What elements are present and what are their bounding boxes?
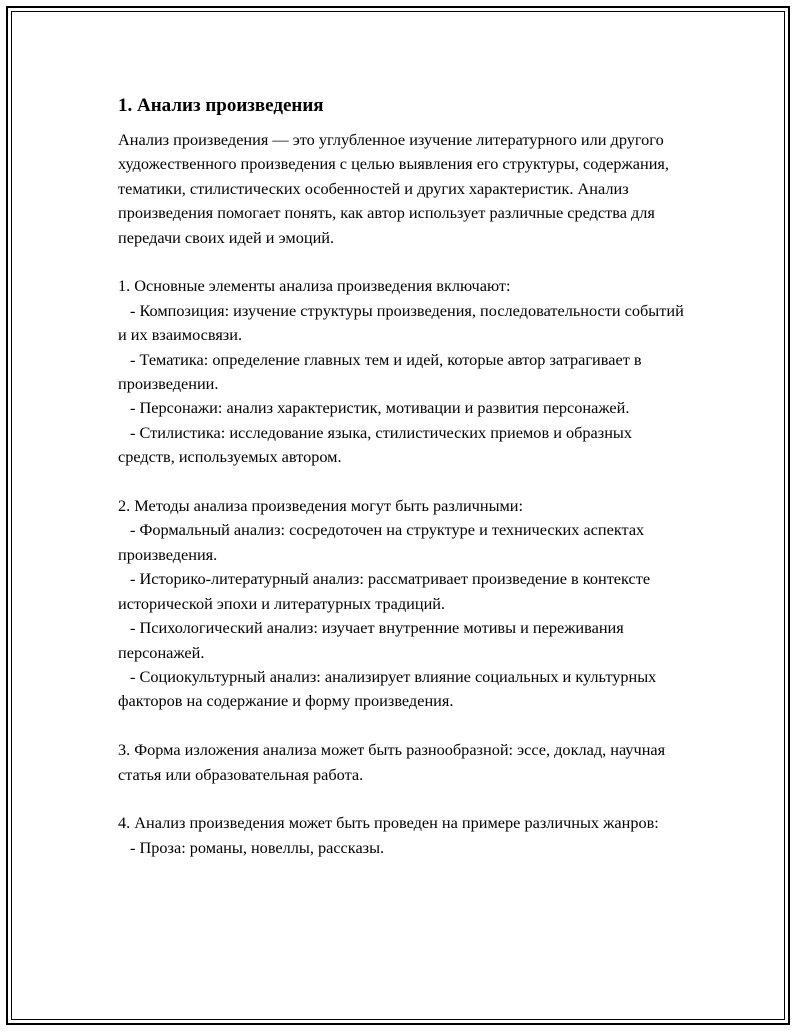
list-item: - Персонажи: анализ характеристик, мотивации и развития персонажей. xyxy=(130,398,630,418)
section-3 xyxy=(118,738,688,787)
paragraph-gap xyxy=(118,714,688,738)
paragraph-gap xyxy=(118,787,688,811)
list-item: - Тематика: определение главных тем и идей, которые автор затрагивает в произведении. xyxy=(118,349,642,394)
section-1 xyxy=(118,274,688,469)
paragraph-gap xyxy=(118,470,688,494)
section-lead: 4. Анализ произведения может быть проведен на примере различных жанров: xyxy=(118,813,659,833)
list-item: - Проза: романы, новеллы, рассказы. xyxy=(130,837,385,857)
list-item: - Формальный анализ: сосредоточен на структуре и технических аспектах произведения. xyxy=(118,520,645,564)
paragraph-gap xyxy=(118,250,688,274)
list-item: - Психологический анализ: изучает внутренние мотивы и переживания персонажей. xyxy=(118,618,624,662)
list-item: - Композиция: изучение структуры произведения, последовательности событий и их взаимосвязи. xyxy=(118,300,684,345)
section-lead: 3. Форма изложения анализа может быть разнообразной: эссе, доклад, научная статья или образовательная работа. xyxy=(118,740,666,784)
document-body xyxy=(118,92,688,860)
document-heading: 1. Анализ произведения xyxy=(118,95,324,116)
list-item: - Социокультурный анализ: анализирует влияние социальных и культурных факторов на содержание и форму произведения. xyxy=(118,666,657,711)
list-item: - Стилистика: исследование языка, стилистических приемов и образных средств, используемых автором. xyxy=(118,422,632,467)
list-item: - Историко-литературный анализ: рассматривает произведение в контексте исторической эпохи и литературных традиций. xyxy=(118,569,651,613)
section-2 xyxy=(118,494,688,714)
section-lead: 2. Методы анализа произведения могут быть различными: xyxy=(118,496,524,516)
section-4 xyxy=(118,811,688,860)
intro-paragraph: Анализ произведения — это углубленное изучение литературного или другого художественного произведения с целью выявления его структуры, содержания, тематики, стилистических особенностей и других характеристик. Анализ произведения помогает понять, как автор использует различные средства для передачи своих идей и эмоций. xyxy=(118,130,669,247)
section-lead: 1. Основные элементы анализа произведения включают: xyxy=(118,276,511,296)
